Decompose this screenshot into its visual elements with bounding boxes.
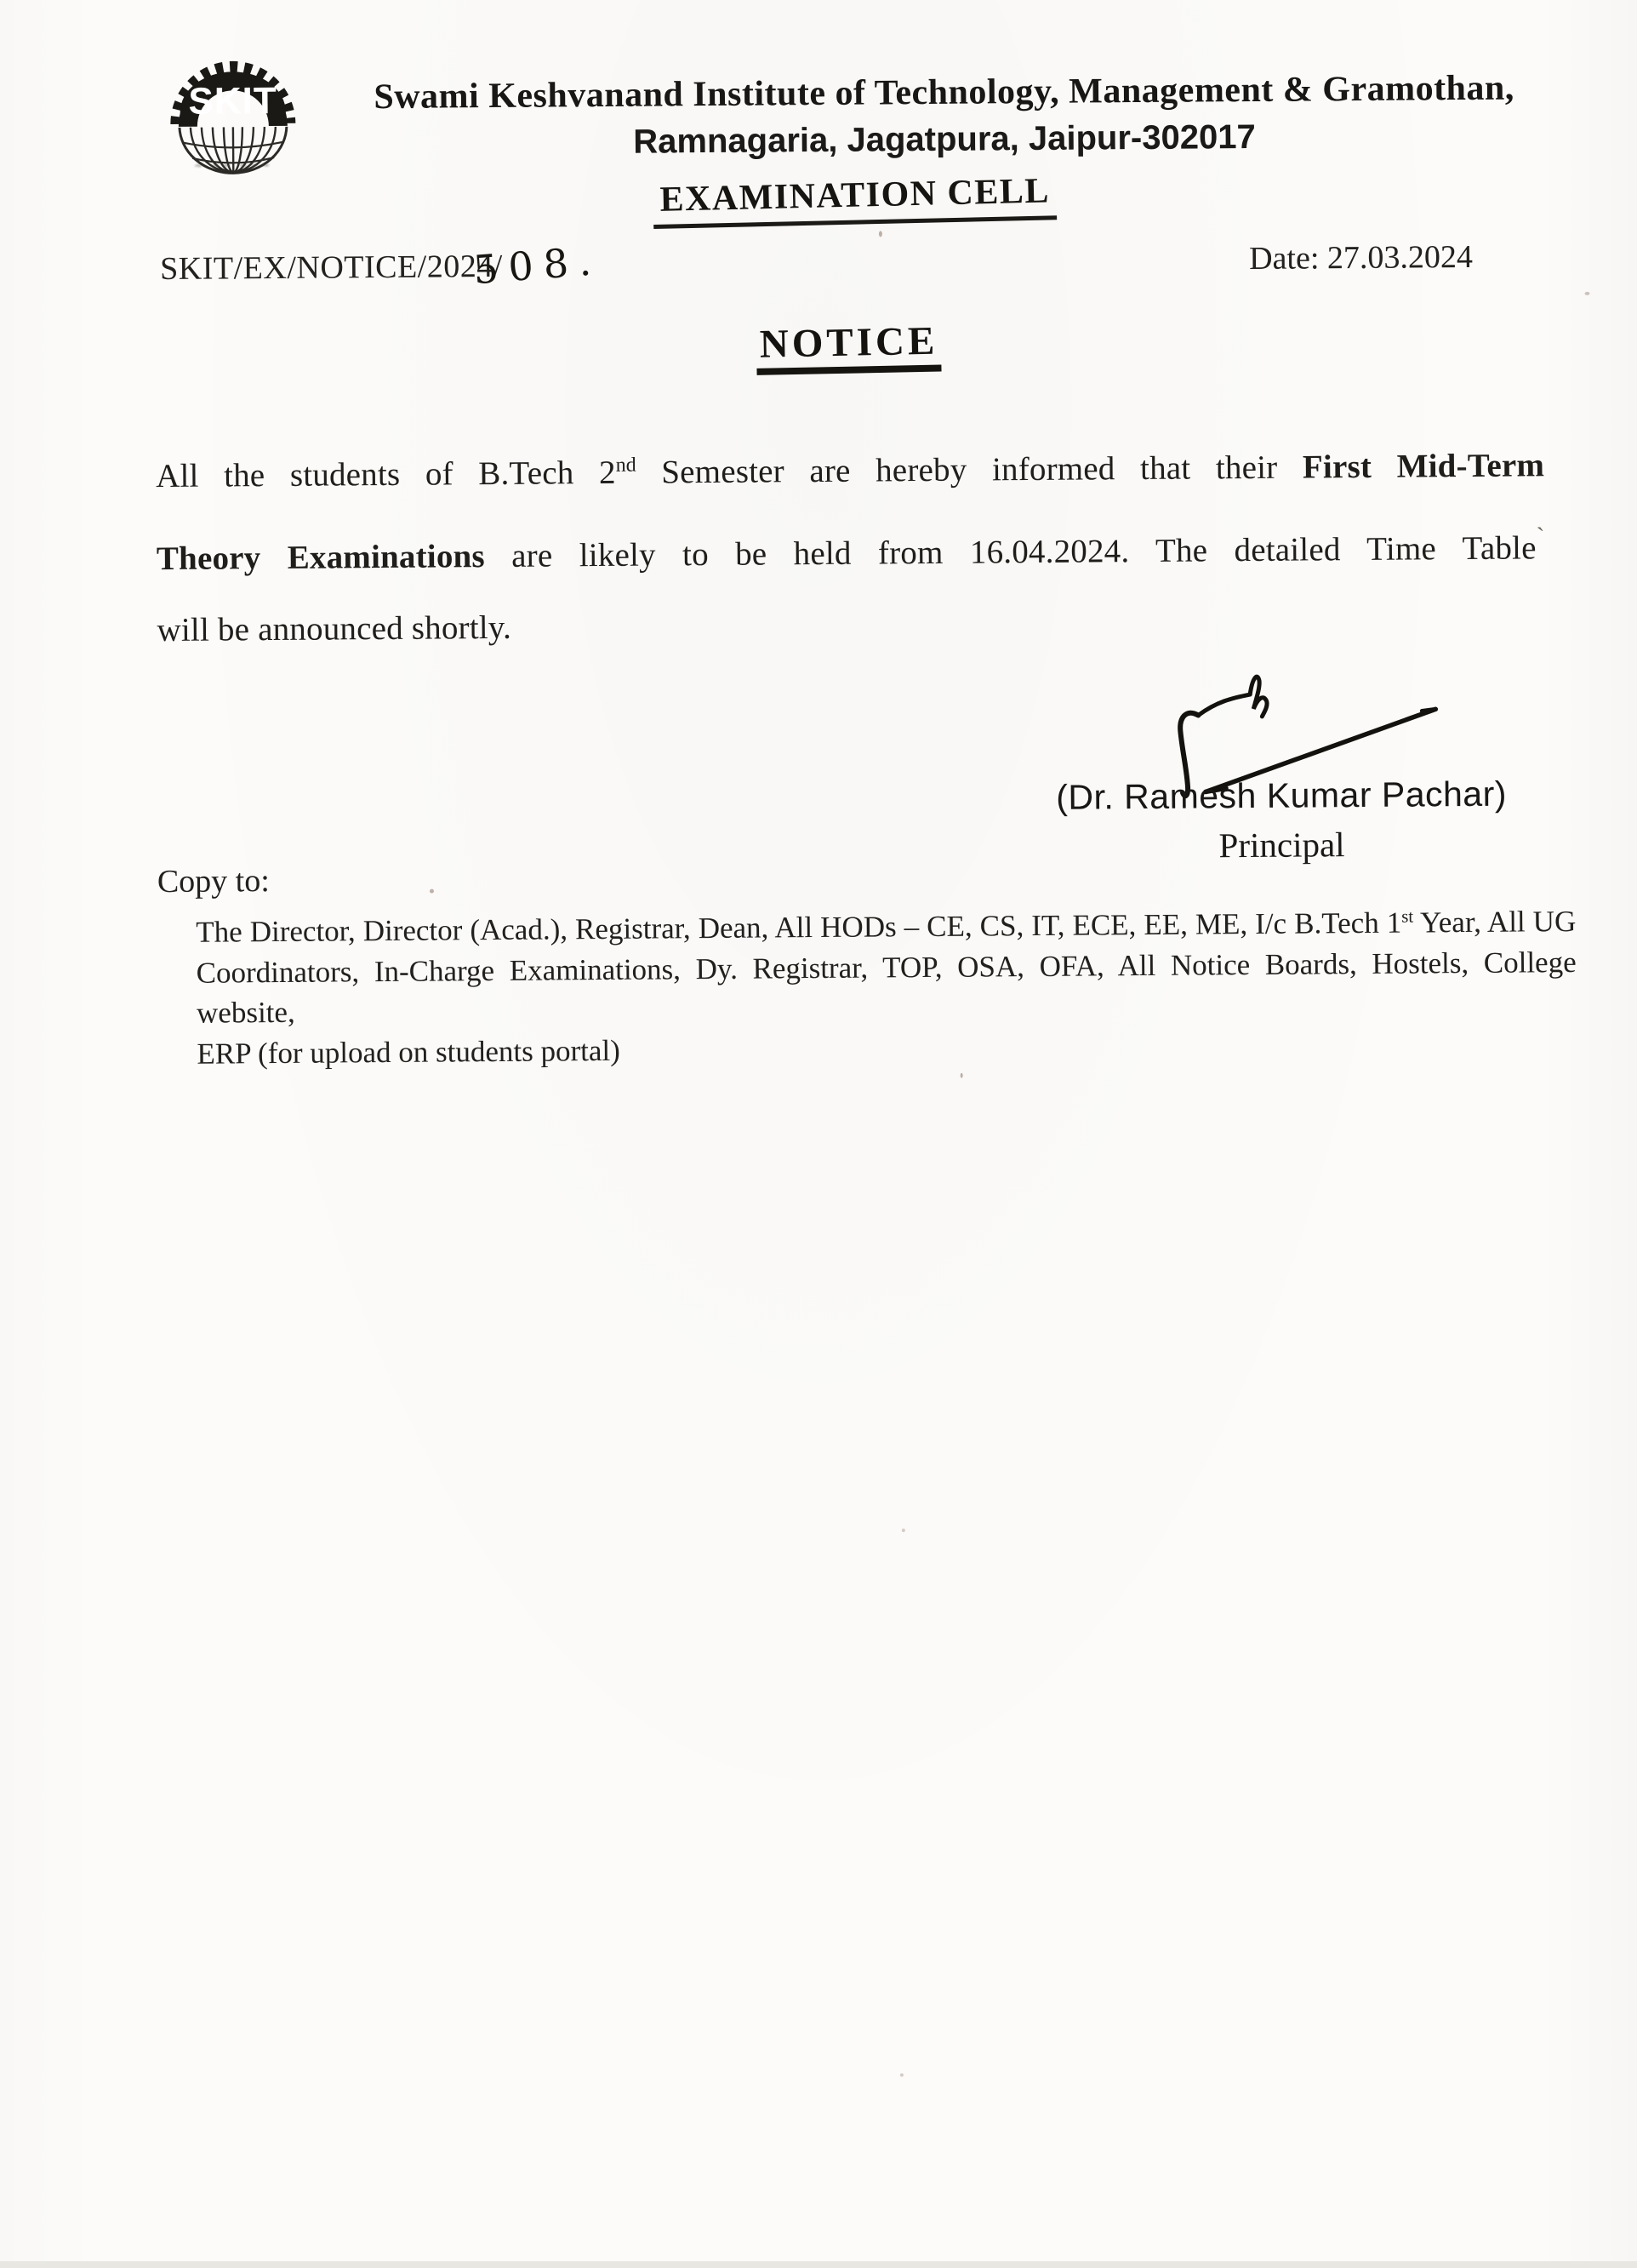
scan-speck	[1584, 292, 1589, 295]
scan-speck	[430, 889, 434, 894]
reference-row	[0, 235, 1634, 307]
body-text-segment: Semester are hereby informed that their	[636, 449, 1303, 491]
notice-title: NOTICE	[756, 318, 942, 375]
scan-speck	[900, 2073, 904, 2077]
distribution-line-3: ERP (for upload on students portal)	[197, 1023, 1577, 1074]
body-line-2	[156, 501, 1545, 595]
scan-speck	[879, 231, 882, 237]
signatory-title: Principal	[1026, 822, 1537, 867]
logo-motto-blurred: ~ ~~ ~~~	[174, 159, 293, 172]
scan-speck	[902, 1528, 905, 1532]
logo-text: SKIT	[188, 80, 277, 123]
copy-to-label: Copy to:	[157, 862, 270, 900]
distribution-line-2: Coordinators, In-Charge Examinations, Dy. Registrar, TOP, OSA, OFA, All Notice Boards, Hostels, College website,	[197, 942, 1577, 1034]
ordinal-superscript: st	[1401, 906, 1413, 927]
bold-phrase: Theory Examinations	[157, 538, 485, 577]
distribution-text-segment: The Director, Director (Acad.), Registrar, Dean, All HODs – CE, CS, IT, ECE, EE, ME, I/c B.Tech 1	[196, 906, 1401, 949]
body-text-segment: All the students of B.Tech 2	[156, 454, 616, 494]
body-line-1	[156, 430, 1545, 512]
date-label: Date: 27.03.2024	[1249, 238, 1473, 277]
notice-body	[156, 430, 1546, 666]
letterhead	[318, 67, 1570, 164]
bold-phrase: First Mid-Term	[1303, 447, 1544, 485]
examination-cell-heading: EXAMINATION CELL	[653, 170, 1058, 229]
reference-prefix: SKIT/EX/NOTICE/2024/	[160, 248, 503, 288]
reference-number-handwritten: 508.	[471, 237, 602, 294]
body-line-3: will be announced shortly.	[157, 584, 1546, 666]
institute-name: Swami Keshvanand Institute of Technology, Management & Gramothan,	[318, 67, 1569, 118]
distribution-text-segment: Year, All UG	[1413, 905, 1576, 939]
signatory-block	[1026, 774, 1537, 867]
scan-speck	[961, 1073, 963, 1078]
ordinal-superscript: nd	[616, 454, 636, 477]
skit-logo	[168, 59, 298, 184]
body-text-segment: are likely to be held from 16.04.2024. The detailed Time Table	[485, 529, 1537, 574]
distribution-list	[196, 901, 1577, 1074]
institute-address: Ramnagaria, Jagatpura, Jaipur-302017	[319, 116, 1570, 164]
signatory-name: (Dr. Ramesh Kumar Pachar)	[1026, 774, 1537, 818]
scan-artifact-tick: `	[1536, 523, 1544, 551]
